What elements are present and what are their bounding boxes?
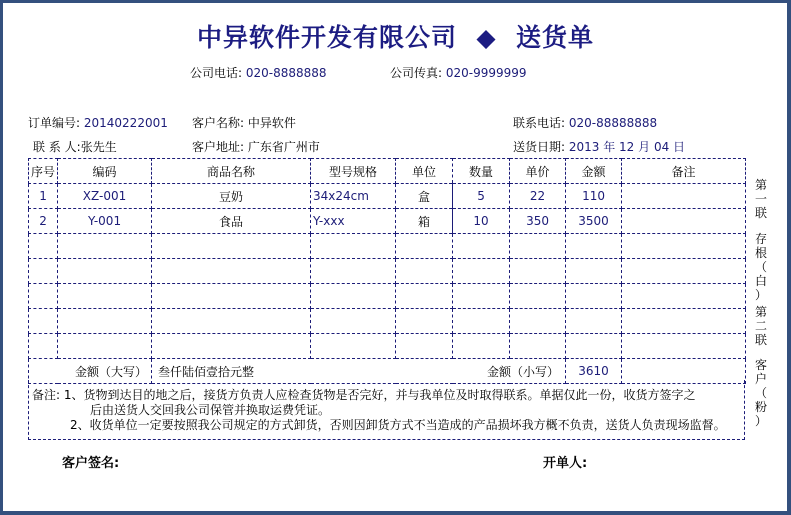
- customer-address: 客户地址: 广东省广州市: [192, 140, 320, 154]
- copy-label-2: 第 二 联: [754, 305, 767, 347]
- customer-signature-label: 客户签名:: [62, 456, 120, 471]
- total-lower-label: 金额（小写）: [487, 364, 560, 379]
- contact-person: 联 系 人:张先生: [33, 140, 117, 154]
- cell: 2: [29, 209, 58, 234]
- empty-row: [29, 259, 746, 284]
- empty-row: [29, 334, 746, 359]
- cell: 110: [566, 184, 622, 209]
- cell: 350: [510, 209, 566, 234]
- cell: XZ-001: [58, 184, 152, 209]
- copy-label-1: 第 一 联: [754, 178, 767, 220]
- notes: 备注: 1、货物到达目的地之后，接货方负责人应检查货物是否完好，并与我单位及时取得联系。单据仅此一份，收货方签字之 后由送货人交回我公司保管并换取运费凭证。 2、收货单位一定要按照我公司规定的方式卸货，否则因卸货方式不当造成的产品损坏我方概不负责，送货人负责现场监督。: [28, 380, 745, 440]
- empty-row: [29, 284, 746, 309]
- contact-phone: 联系电话: 020-88888888: [513, 116, 658, 130]
- copy-label-1b: 存 根 （ 白 ）: [754, 232, 767, 302]
- cell: 34x24cm: [311, 184, 396, 209]
- total-lower-value: 3610: [566, 359, 622, 384]
- order-number: 订单编号: 20140222001: [28, 116, 168, 130]
- delivery-date: 送货日期: 2013 年 12 月 04 日: [513, 140, 686, 154]
- header-cell: 金额: [566, 159, 622, 184]
- empty-row: [29, 234, 746, 259]
- cell: 3500: [566, 209, 622, 234]
- cell: 盒: [396, 184, 453, 209]
- customer-name: 客户名称: 中异软件: [192, 116, 296, 130]
- goods-table: [28, 158, 746, 384]
- header-cell: 数量: [453, 159, 510, 184]
- cell: 豆奶: [152, 184, 311, 209]
- issuer-label: 开单人:: [543, 456, 588, 471]
- company-phone: 公司电话: 020-8888888: [190, 66, 327, 80]
- cell: 10: [453, 209, 510, 234]
- total-upper-value: 叁仟陆佰壹拾元整: [158, 364, 255, 379]
- table-row: [29, 209, 746, 234]
- empty-row: [29, 309, 746, 334]
- header-cell: 单价: [510, 159, 566, 184]
- cell: [622, 209, 746, 234]
- cell: 22: [510, 184, 566, 209]
- header-cell: 序号: [29, 159, 58, 184]
- cell: Y-xxx: [311, 209, 396, 234]
- header-cell: 备注: [622, 159, 746, 184]
- table-header: [29, 159, 746, 184]
- cell: [622, 184, 746, 209]
- table-row: [29, 184, 746, 209]
- cell: 1: [29, 184, 58, 209]
- company-fax: 公司传真: 020-9999999: [390, 66, 527, 80]
- header-cell: 商品名称: [152, 159, 311, 184]
- cell: 箱: [396, 209, 453, 234]
- copy-label-2b: 客 户 （ 粉 ）: [754, 358, 767, 428]
- cell: 5: [453, 184, 510, 209]
- total-upper-label: 金额（大写）: [29, 359, 152, 384]
- header-cell: 单位: [396, 159, 453, 184]
- document-title: 中异软件开发有限公司 ◆ 送货单: [196, 23, 595, 52]
- header-cell: 型号规格: [311, 159, 396, 184]
- header-cell: 编码: [58, 159, 152, 184]
- cell: 食品: [152, 209, 311, 234]
- cell: Y-001: [58, 209, 152, 234]
